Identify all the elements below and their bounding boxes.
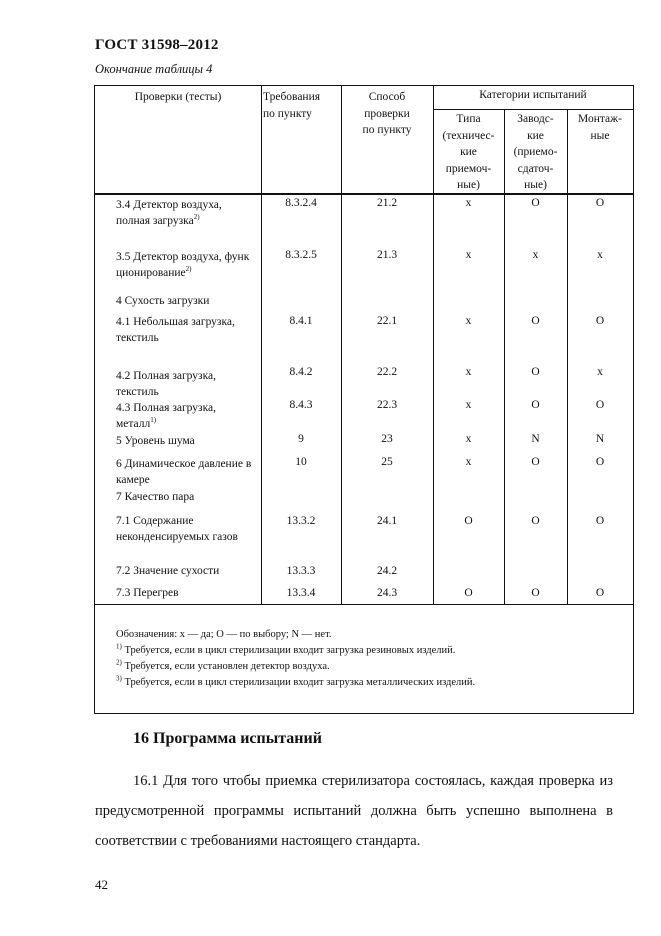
page-number: 42: [95, 877, 108, 892]
table-notes: [116, 627, 475, 691]
table: Проверки (тесты) Требования по пункту Способ проверки по пункту Категории испытаний Типа (техничес- кие приемоч- ные) Заводс- кие (приемо- сдаточ- ные) Монтаж- ные 3.4 Детектор воздуха, полная загрузка$^{2)}$ 8.3.2.4 21.2 x O O 3.5 Детектор воздуха, функ ционирование$^{2)}$ 8.3.2.5 21.3 x x x 4 Сухость загрузки 4.1 Небольшая загрузка, текстиль 8.4.1 22.1 x O O 4.2 Полная загрузка, текстиль 8.4.2 22.2 x O x 4.3 Полная загрузка, металл$^{1)}$ 8.4.3 22.3 x O O 5 Уровень шума 9 23 x N N 6 Динамическое давление в камере 10 25 x O O 7 Качество пара 7.1 Содержание неконденсируемых газов 13.3.2 24.1 O O O 7.2 Значение сухости 13.3.3 24.2 7.3 Перегрев 13.3.4 24.3 O O O Обозначения: x — да; O — по выбору; N — нет. $^{1)}$ Требуется, если в цикл стерилизации входит загрузка резиновых изделий. $^{2)}$ Требуется, если установлен детектор воздуха. $^{3)}$ Требуется, если в цикл стерилизации входит загрузка металлических изделий.: [94, 85, 634, 714]
header-mounting-tests: Монтаж- ные: [578, 113, 622, 142]
document-code: ГОСТ 31598–2012: [95, 37, 219, 53]
header-requirements: Требования по пункту: [263, 91, 321, 120]
header-factory-tests: Заводс- кие (приемо- сдаточ- ные): [513, 113, 558, 191]
header-type-tests: Типа (техничес- кие приемоч- ные): [442, 113, 495, 191]
footnote-2: $^{2)}$ Требуется, если установлен детектор воздуха.: [116, 658, 330, 672]
footnote-3: $^{3)}$ Требуется, если в цикл стерилизации входит загрузка металлических изделий.: [116, 674, 476, 688]
header-checks: Проверки (тесты): [134, 91, 222, 103]
header-method: Способ проверки по пункту: [362, 91, 412, 136]
footnote-1: $^{1)}$ Требуется, если в цикл стерилизации входит загрузка резиновых изделий.: [116, 642, 456, 656]
table-caption: Окончание таблицы 4: [95, 62, 213, 76]
legend: Обозначения: x — да; O — по выбору; N — нет.: [116, 629, 332, 640]
section-paragraph: 16.1 Для того чтобы приемка стерилизатора состоялась, каждая проверка из предусмотренной программы испытаний должна быть успешно выполнена в соответствии с требованиями настоящего стандарта.: [95, 773, 613, 849]
header-categories: Категории испытаний: [479, 89, 587, 101]
section-title: 16 Программа испытаний: [133, 730, 322, 747]
